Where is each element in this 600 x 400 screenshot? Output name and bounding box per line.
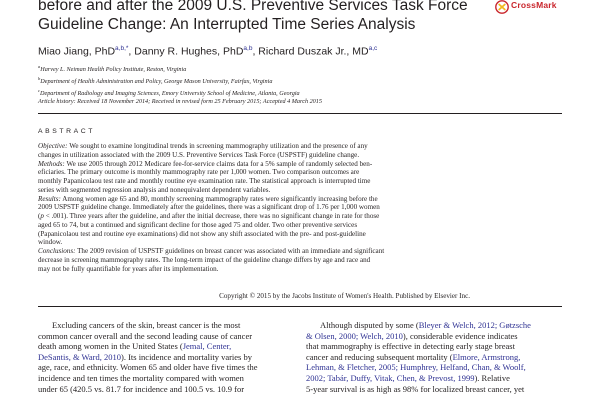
text-run: changes in utilization associated with the 2009 U.S. Preventive Services Task Force (USPSTF) guideline change. (38, 150, 360, 159)
author-list (38, 45, 377, 58)
text-run: The 2009 revision of USPSTF guidelines on breast cancer was associated with an immediate and significant (75, 247, 385, 255)
text-run: We use 2005 through 2012 Medicare fee-for-service claims data for a 5% sample of randomly selected ben- (64, 159, 373, 168)
text-run: ), considerable evidence indicates (402, 330, 518, 341)
crossmark-badge[interactable] (495, 0, 555, 16)
text-run: window. (38, 238, 63, 247)
text-run: 2009 USPSTF guideline change. Immediately after the guidelines, there was a significant drop of 1.76 per 1,000 women (38, 203, 380, 212)
affiliation-item (38, 74, 558, 86)
body-line (38, 320, 294, 331)
author-separator: , (128, 45, 135, 58)
text-run: ). Relative (474, 372, 510, 383)
italic-label: p (40, 212, 44, 220)
abstract-line (38, 247, 470, 256)
text-run: Although disputed by some ( (320, 320, 419, 330)
affiliation-marker: b (38, 76, 41, 82)
body-line (38, 341, 294, 352)
text-run: death among women in the United States ( (38, 341, 183, 352)
abstract-line (38, 160, 470, 169)
citation-link[interactable]: Elmore, Armstrong, (452, 351, 521, 362)
text-run: < .001). Three years after the guideline, and after the initial decrease, there was no significant change in rate for those (43, 212, 380, 220)
text-run: aged 65 to 74, but a continued and significant decline for those aged 75 and older. Two other preventive services (38, 220, 358, 229)
text-run: common cancer overall and the second leading cause of cancer (38, 330, 253, 341)
body-line (306, 320, 562, 331)
body-line (306, 384, 562, 395)
text-run: may not be fully quantifiable for years after its implementation. (38, 264, 219, 273)
text-run: eficiaries. The primary outcome is monthly mammography rate per 1,000 women. Two comparison outcomes are (38, 168, 360, 177)
italic-label: Objective: (38, 142, 68, 150)
body-line (306, 352, 562, 363)
text-run: (Papanicolaou test and routine eye examinations) did not show any shift associated with the pre- and post-guideline (38, 229, 366, 238)
text-run: incidence and ten times the mortality compared with women (38, 372, 244, 383)
title-line: before and after the 2009 U.S. Preventive Services Task Force (38, 0, 468, 14)
italic-label: Methods: (38, 159, 65, 168)
affiliation-text: Harvey L. Neiman Health Policy Institute, Reston, Virginia (40, 66, 187, 74)
abstract-line (38, 195, 470, 204)
author-affil-marker: a,b (243, 45, 253, 52)
abstract-line (38, 151, 470, 160)
abstract-line (38, 142, 470, 151)
body-column-left (38, 320, 294, 394)
body-column-right (306, 320, 562, 394)
author-name: Miao Jiang, PhD (38, 45, 116, 58)
citation-link[interactable]: & Olsen, 2000; Welch, 2010 (306, 330, 403, 341)
body-line (306, 331, 562, 342)
text-run: series with segmented regression analysis and nonequivalent dependent variables. (38, 185, 271, 194)
author-name: Danny R. Hughes, PhD (134, 45, 244, 58)
title-line: Guideline Change: An Interrupted Time Series Analysis (38, 16, 416, 33)
body-line (306, 373, 562, 384)
affiliation-text: Department of Health Administration and Policy, George Mason University, Fairfax, Virginia (40, 78, 273, 86)
italic-label: Conclusions: (38, 247, 76, 255)
body-line (38, 373, 294, 384)
affiliation-marker: a (38, 64, 41, 69)
article-history: Article history: Received 18 November 2014; Received in revised form 25 February 2015; Accepted 4 March 2015 (38, 98, 322, 105)
body-line (38, 384, 294, 395)
abstract-line (38, 221, 470, 230)
text-run: under 65 (420.5 vs. 81.7 for incidence and 100.5 vs. 10.9 for (38, 383, 245, 394)
article-title (38, 0, 478, 34)
text-run: We sought to examine longitudinal trends in screening mammography utilization and the presence of any (67, 142, 368, 150)
abstract-line (38, 256, 470, 265)
divider-bottom (38, 306, 562, 307)
author-affil-marker: a,c (368, 45, 378, 52)
affiliation-text: Department of Radiology and Imaging Sciences, Emory University School of Medicine, Atlanta, Georgia (40, 90, 300, 98)
abstract-body (38, 142, 470, 273)
body-line (306, 362, 562, 373)
abstract-line (38, 212, 470, 221)
body-line (306, 341, 562, 352)
copyright-line: Copyright © 2015 by the Jacobs Institute of Women's Health. Published by Elsevier Inc. (219, 292, 470, 300)
abstract-line (38, 238, 470, 247)
text-run: cancer and reducing subsequent mortality ( (306, 351, 453, 362)
abstract-line (38, 203, 470, 212)
text-run: Excluding cancers of the skin, breast cancer is the most (52, 320, 241, 330)
body-line (38, 362, 294, 373)
text-run: 5-year survival is as high as 98% for localized breast cancer, yet (306, 383, 525, 394)
affiliation-item (38, 86, 558, 98)
crossmark-label: CrossMark (511, 0, 557, 10)
text-run: ( (38, 212, 41, 220)
body-line (38, 352, 294, 363)
abstract-line (38, 177, 470, 186)
divider-top (38, 113, 562, 114)
abstract-line (38, 186, 470, 195)
citation-link[interactable]: Jemal, Center, (182, 341, 232, 352)
text-run: decrease in screening mammography rates. The long-term impact of the guideline change differs by age and race and (38, 255, 371, 264)
text-run: monthly Papanicolaou test rate and monthly routine eye examination rate. The statistical approach is interrupted time (38, 177, 371, 185)
citation-link[interactable]: Lehman, & Fletcher, 2005; Humphrey, Helfand, Chan, & Woolf, (306, 362, 526, 373)
author-separator: , (252, 45, 259, 58)
crossmark-icon (495, 0, 509, 14)
affiliations (38, 62, 558, 98)
abstract-line (38, 168, 470, 177)
abstract-heading: ABSTRACT (38, 128, 96, 135)
citation-link[interactable]: DeSantis, & Ward, 2010 (38, 351, 121, 362)
abstract-line (38, 230, 470, 239)
text-run: Among women age 65 and 80, monthly screening mammography rates were significantly increasing before the (60, 194, 378, 203)
citation-link[interactable]: 2002; Tabár, Duffy, Vitak, Chen, & Prevost, 1999 (306, 372, 475, 383)
text-run: that mammography is effective in detecting early stage breast (306, 341, 515, 352)
abstract-line (38, 265, 470, 274)
italic-label: Results: (38, 194, 61, 203)
affiliation-item (38, 62, 558, 74)
author-name: Richard Duszak Jr., MD (258, 45, 369, 58)
text-run: age, race, and ethnicity. Women 65 and older have five times the (38, 362, 258, 373)
affiliation-marker: c (38, 88, 40, 94)
author-affil-marker: a,b,* (115, 45, 129, 52)
body-line (38, 331, 294, 342)
text-run: ). Its incidence and mortality varies by (120, 351, 252, 362)
citation-link[interactable]: Bleyer & Welch, 2012; Gøtzsche (418, 320, 531, 330)
